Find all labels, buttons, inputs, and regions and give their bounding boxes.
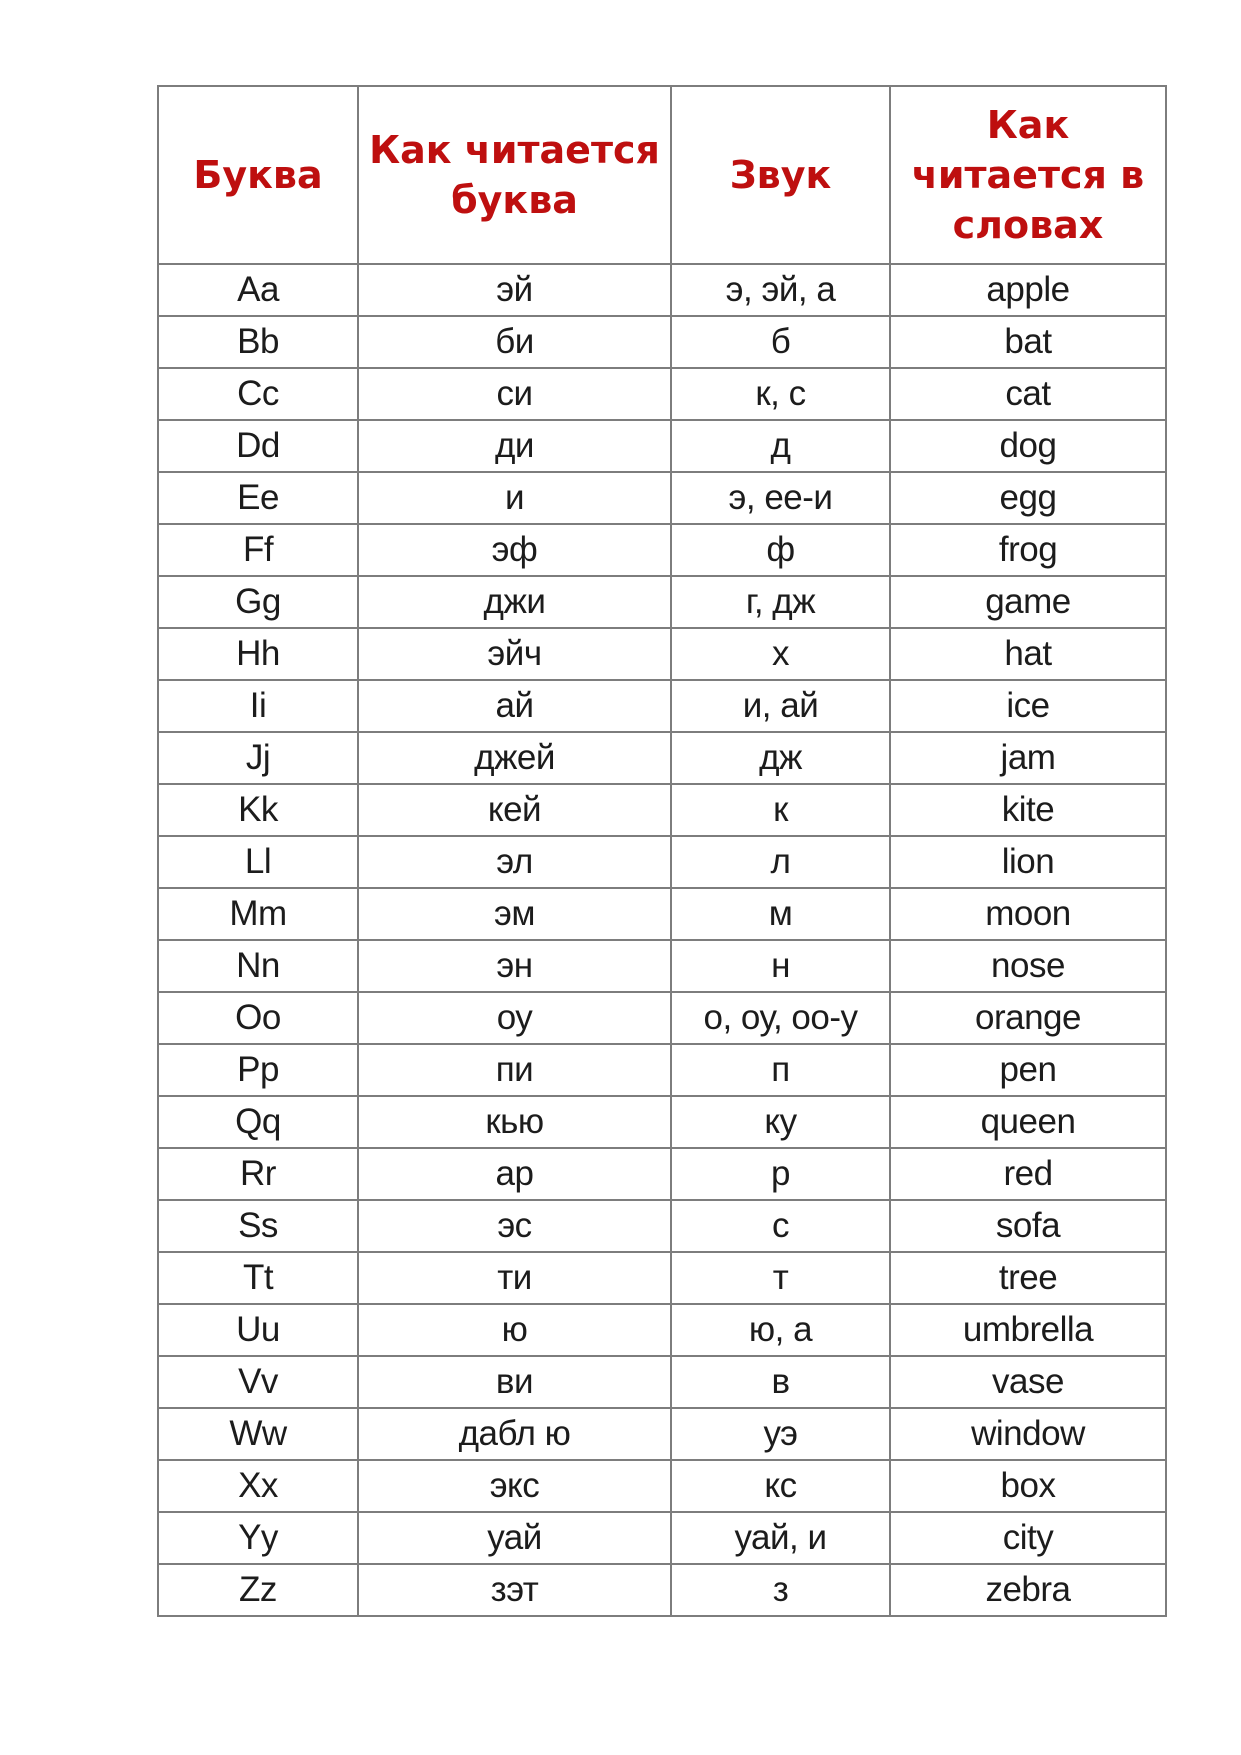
table-cell: Aa bbox=[158, 264, 358, 316]
table-cell: Rr bbox=[158, 1148, 358, 1200]
table-cell: red bbox=[890, 1148, 1166, 1200]
table-cell: х bbox=[671, 628, 890, 680]
header-row bbox=[158, 86, 1166, 264]
table-cell: би bbox=[358, 316, 671, 368]
table-cell: си bbox=[358, 368, 671, 420]
table-cell: orange bbox=[890, 992, 1166, 1044]
table-cell: Tt bbox=[158, 1252, 358, 1304]
table-cell: м bbox=[671, 888, 890, 940]
table-cell: umbrella bbox=[890, 1304, 1166, 1356]
table-cell: и bbox=[358, 472, 671, 524]
table-cell: Bb bbox=[158, 316, 358, 368]
table-row bbox=[158, 628, 1166, 680]
table-cell: ти bbox=[358, 1252, 671, 1304]
table-cell: ди bbox=[358, 420, 671, 472]
column-header-read-in-words: Как читается в словах bbox=[890, 86, 1166, 264]
table-cell: hat bbox=[890, 628, 1166, 680]
column-header-sound: Звук bbox=[671, 86, 890, 264]
table-row bbox=[158, 1096, 1166, 1148]
table-cell: Xx bbox=[158, 1460, 358, 1512]
table-row bbox=[158, 316, 1166, 368]
table-cell: д bbox=[671, 420, 890, 472]
table-cell: ви bbox=[358, 1356, 671, 1408]
table-row bbox=[158, 1356, 1166, 1408]
table-cell: Dd bbox=[158, 420, 358, 472]
table-cell: cat bbox=[890, 368, 1166, 420]
table-cell: эл bbox=[358, 836, 671, 888]
table-cell: р bbox=[671, 1148, 890, 1200]
table-cell: Yy bbox=[158, 1512, 358, 1564]
table-row bbox=[158, 680, 1166, 732]
table-cell: зэт bbox=[358, 1564, 671, 1616]
table-cell: кс bbox=[671, 1460, 890, 1512]
table-cell: Pp bbox=[158, 1044, 358, 1096]
table-cell: Kk bbox=[158, 784, 358, 836]
table-cell: эф bbox=[358, 524, 671, 576]
table-cell: эйч bbox=[358, 628, 671, 680]
table-cell: Uu bbox=[158, 1304, 358, 1356]
table-cell: экс bbox=[358, 1460, 671, 1512]
table-row bbox=[158, 1512, 1166, 1564]
table-cell: ку bbox=[671, 1096, 890, 1148]
table-cell: lion bbox=[890, 836, 1166, 888]
table-cell: bat bbox=[890, 316, 1166, 368]
table-cell: Hh bbox=[158, 628, 358, 680]
table-row bbox=[158, 1564, 1166, 1616]
table-cell: кей bbox=[358, 784, 671, 836]
table-cell: Jj bbox=[158, 732, 358, 784]
table-cell: Zz bbox=[158, 1564, 358, 1616]
table-header bbox=[158, 86, 1166, 264]
table-cell: э, эй, а bbox=[671, 264, 890, 316]
table-row bbox=[158, 784, 1166, 836]
table-cell: window bbox=[890, 1408, 1166, 1460]
table-row bbox=[158, 576, 1166, 628]
table-cell: egg bbox=[890, 472, 1166, 524]
table-cell: Ee bbox=[158, 472, 358, 524]
table-cell: ф bbox=[671, 524, 890, 576]
alphabet-table bbox=[157, 85, 1167, 1617]
table-row bbox=[158, 1044, 1166, 1096]
table-cell: с bbox=[671, 1200, 890, 1252]
table-cell: в bbox=[671, 1356, 890, 1408]
table-cell: кью bbox=[358, 1096, 671, 1148]
table-row bbox=[158, 732, 1166, 784]
table-cell: и, ай bbox=[671, 680, 890, 732]
table-row bbox=[158, 1304, 1166, 1356]
table-cell: г, дж bbox=[671, 576, 890, 628]
table-cell: jam bbox=[890, 732, 1166, 784]
table-cell: эм bbox=[358, 888, 671, 940]
table-cell: Ww bbox=[158, 1408, 358, 1460]
table-cell: box bbox=[890, 1460, 1166, 1512]
table-row bbox=[158, 472, 1166, 524]
table-cell: т bbox=[671, 1252, 890, 1304]
table-row bbox=[158, 1200, 1166, 1252]
table-row bbox=[158, 524, 1166, 576]
table-cell: apple bbox=[890, 264, 1166, 316]
table-cell: э, ее-и bbox=[671, 472, 890, 524]
table-cell: з bbox=[671, 1564, 890, 1616]
table-cell: ю, а bbox=[671, 1304, 890, 1356]
table-cell: Ll bbox=[158, 836, 358, 888]
table-cell: Cc bbox=[158, 368, 358, 420]
table-row bbox=[158, 1148, 1166, 1200]
table-cell: ice bbox=[890, 680, 1166, 732]
table-cell: queen bbox=[890, 1096, 1166, 1148]
table-cell: п bbox=[671, 1044, 890, 1096]
table-cell: Qq bbox=[158, 1096, 358, 1148]
table-cell: эй bbox=[358, 264, 671, 316]
table-cell: к bbox=[671, 784, 890, 836]
table-cell: ар bbox=[358, 1148, 671, 1200]
table-cell: уай, и bbox=[671, 1512, 890, 1564]
table-row bbox=[158, 940, 1166, 992]
table-cell: dog bbox=[890, 420, 1166, 472]
table-cell: н bbox=[671, 940, 890, 992]
table-cell: эн bbox=[358, 940, 671, 992]
table-cell: Mm bbox=[158, 888, 358, 940]
table-cell: Nn bbox=[158, 940, 358, 992]
table-row bbox=[158, 1408, 1166, 1460]
table-cell: Ff bbox=[158, 524, 358, 576]
table-cell: Ii bbox=[158, 680, 358, 732]
table-cell: Gg bbox=[158, 576, 358, 628]
table-cell: джи bbox=[358, 576, 671, 628]
table-row bbox=[158, 888, 1166, 940]
table-cell: Ss bbox=[158, 1200, 358, 1252]
table-cell: дабл ю bbox=[358, 1408, 671, 1460]
table-cell: frog bbox=[890, 524, 1166, 576]
table-body bbox=[158, 264, 1166, 1616]
table-cell: оу bbox=[358, 992, 671, 1044]
table-cell: о, оу, оо-у bbox=[671, 992, 890, 1044]
table-cell: vase bbox=[890, 1356, 1166, 1408]
table-cell: эс bbox=[358, 1200, 671, 1252]
table-row bbox=[158, 420, 1166, 472]
table-cell: zebra bbox=[890, 1564, 1166, 1616]
table-cell: tree bbox=[890, 1252, 1166, 1304]
table-cell: game bbox=[890, 576, 1166, 628]
table-row bbox=[158, 368, 1166, 420]
table-row bbox=[158, 264, 1166, 316]
table-row bbox=[158, 836, 1166, 888]
table-cell: ай bbox=[358, 680, 671, 732]
table-cell: nose bbox=[890, 940, 1166, 992]
column-header-letter-name: Как читается буква bbox=[358, 86, 671, 264]
table-cell: б bbox=[671, 316, 890, 368]
table-cell: к, с bbox=[671, 368, 890, 420]
table-cell: уэ bbox=[671, 1408, 890, 1460]
table-cell: дж bbox=[671, 732, 890, 784]
table-cell: уай bbox=[358, 1512, 671, 1564]
table-row bbox=[158, 1460, 1166, 1512]
table-cell: л bbox=[671, 836, 890, 888]
table-cell: kite bbox=[890, 784, 1166, 836]
table-cell: пи bbox=[358, 1044, 671, 1096]
table-cell: джей bbox=[358, 732, 671, 784]
table-cell: Oo bbox=[158, 992, 358, 1044]
table-cell: sofa bbox=[890, 1200, 1166, 1252]
column-header-letter: Буква bbox=[158, 86, 358, 264]
table-cell: city bbox=[890, 1512, 1166, 1564]
table-cell: Vv bbox=[158, 1356, 358, 1408]
table-row bbox=[158, 992, 1166, 1044]
table-cell: moon bbox=[890, 888, 1166, 940]
table-row bbox=[158, 1252, 1166, 1304]
table-cell: pen bbox=[890, 1044, 1166, 1096]
table-cell: ю bbox=[358, 1304, 671, 1356]
